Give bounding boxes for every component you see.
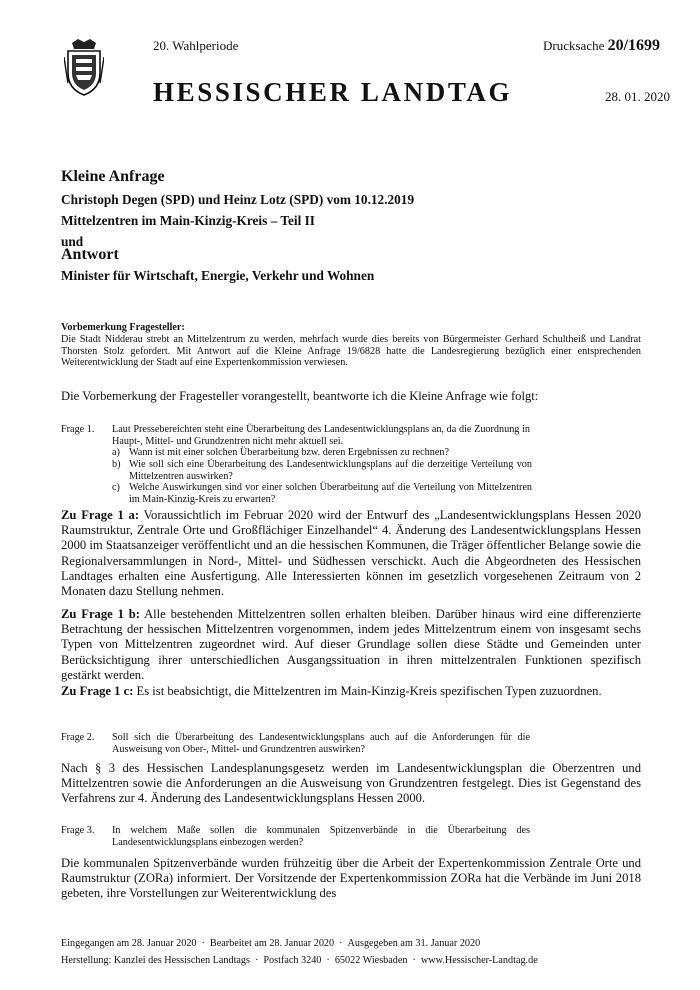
landtag-title: HESSISCHER LANDTAG <box>153 77 513 107</box>
antwort1c-text: Es ist beabsichtigt, die Mittelzentren im Main-Kinzig-Kreis spezifischen Typen zuzuordnen. <box>133 684 602 698</box>
wahlperiode: 20. Wahlperiode <box>153 38 239 53</box>
frage1-sub-a-letter: a) <box>112 447 120 458</box>
footer-herstellung: Herstellung: Kanzlei des Hessischen Landtags <box>61 955 250 966</box>
frage2-label: Frage 2. <box>61 732 95 743</box>
frage1-sub-c <box>112 482 532 506</box>
frage1-sub-b-letter: b) <box>112 459 121 470</box>
footer-separator: · <box>254 955 259 966</box>
frage1-sub-b <box>112 459 532 483</box>
footer-publisher <box>61 955 538 966</box>
footer-ort: 65022 Wiesbaden <box>334 955 408 966</box>
drucksache-label: Drucksache <box>543 38 605 53</box>
antwort1a-label: Zu Frage 1 a: <box>61 508 140 522</box>
antwort1b-label: Zu Frage 1 b: <box>61 607 140 621</box>
frage1-sub-a <box>112 447 532 459</box>
authors-line: Christoph Degen (SPD) und Heinz Lotz (SPD) vom 10.12.2019 <box>61 192 415 207</box>
und-label: und <box>61 234 84 249</box>
vorbemerkung-text: Die Stadt Nidderau strebt an Mittelzentrum zu werden, mehrfach wurde dies bereits von Bürgermeister Gerhard Schultheiß und Landrat Thorsten Stolz gefordert. Mit Antwort auf die Kleine Anfrage 19/6828 hatte die Landesregierung bezüglich einer entsprechenden Weiterentwicklung der Stadt auf eine Expertenkommission verwiesen. <box>61 334 641 369</box>
footer-postfach: Postfach 3240 <box>263 955 322 966</box>
antwort1c-label: Zu Frage 1 c: <box>61 684 134 698</box>
antwort1b-text: Alle bestehenden Mittelzentren sollen erhalten bleiben. Darüber hinaus wird eine differenzierte Betrachtung der hessischen Mittelzentren vorgenommen, indem jedes Mittelzentrum einem von insgesamt sechs Typen von Mittelzentren zugeordnet wird. Auf dieser Grundlage sollen diese Städte und Gemeinden unter Berücksichtigung ihrer unterschiedlichen Ausgangssituation in ihren mittelzentralen Funktionen spezifisch gestärkt werden. <box>61 607 641 682</box>
footer-separator: · <box>412 955 416 966</box>
document-date: 28. 01. 2020 <box>605 89 670 104</box>
minister-line: Minister für Wirtschaft, Energie, Verkehr und Wohnen <box>61 268 375 283</box>
footer-separator: · <box>326 955 330 966</box>
frage1-sub-c-letter: c) <box>112 482 120 493</box>
footer-eingegangen: Eingegangen am 28. Januar 2020 <box>61 938 197 949</box>
frage1-sub-c-text: Welche Auswirkungen sind vor einer solchen Überarbeitung auf die Verteilung von Mittelzentren im Main-Kinzig-Kreis zu erwarten? <box>129 482 532 505</box>
antwort1b-paragraph <box>61 607 641 683</box>
footer-separator: · <box>339 938 343 949</box>
vorbemerkung-heading: Vorbemerkung Fragesteller: <box>61 322 185 333</box>
footer-website-link[interactable]: www.Hessischer-Landtag.de <box>420 955 538 966</box>
hessen-coat-of-arms-icon <box>64 37 104 97</box>
antwort2-paragraph: Nach § 3 des Hessischen Landesplanungsgesetz werden im Landesentwicklungsplan die Oberzentren und Mittelzentren sowie die Anforderungen an die Ausweisung von Grundzentren festgelegt. Dies ist Gegenstand des Verfahrens zur 4. Änderung des Landesentwicklungsplans Hessen 2000. <box>61 761 641 806</box>
frage1-sub-b-text: Wie soll sich eine Überarbeitung des Landesentwicklungsplans auf die derzeitige Verteilung von Mittelzentren auswirken? <box>129 459 532 482</box>
frage1-text: Laut Pressebereichten steht eine Überarbeitung des Landesentwicklungsplans an, da die Zuordnung in Haupt-, Mittel- und Grundzentren nicht mehr aktuell sei. <box>112 424 530 447</box>
footer-ausgegeben: Ausgegeben am 31. Januar 2020 <box>347 938 481 949</box>
intro-paragraph: Die Vorbemerkung der Fragesteller vorangestellt, beantworte ich die Kleine Anfrage wie folgt: <box>61 389 539 403</box>
kleine-anfrage-heading: Kleine Anfrage <box>61 168 165 185</box>
footer-separator: · <box>201 938 205 949</box>
drucksache-number: 20/1699 <box>607 37 661 54</box>
frage3-text: In welchem Maße sollen die kommunalen Spitzenverbände in die Überarbeitung des Landesentwicklungsplans einbezogen werden? <box>112 825 530 848</box>
frage3-label: Frage 3. <box>61 825 95 836</box>
antwort3-paragraph: Die kommunalen Spitzenverbände wurden frühzeitig über die Arbeit der Expertenkommission Zentrale Orte und Raumstruktur (ZORa) informiert. Der Vorsitzende der Expertenkommission ZORa hat die Verbände im Juni 2018 gebeten, ihre Vorstellungen zur Weiterentwicklung des <box>61 856 641 901</box>
antwort-heading: Antwort <box>61 246 119 263</box>
footer-dates <box>61 938 480 949</box>
drucksache <box>543 37 660 55</box>
antwort1a-paragraph <box>61 508 641 599</box>
footer-bearbeitet: Bearbeitet am 28. Januar 2020 <box>209 938 335 949</box>
antwort1a-text: Voraussichtlich im Februar 2020 wird der Entwurf des „Landesentwicklungsplans Hessen 2020 Raumstruktur, Zentrale Orte und Großflächiger Einzelhandel“ 4. Änderung des Landesentwicklungsplans Hessen 2000 im Staatsanzeiger veröffentlicht und an die hessischen Kommunen, die Träger öffentlicher Belange sowie die Regionalversammlungen in Nord-, Mittel- und Südhessen verschickt. Auch die Abgeordneten des Hessischen Landtages erhalten eine Ausfertigung. Alle Interessierten können im gesetzlich vorgesehenen Zeitraum von 2 Monaten dazu Stellung nehmen. <box>61 508 642 599</box>
frage1-sub-a-text: Wann ist mit einer solchen Überarbeitung bzw. deren Ergebnissen zu rechnen? <box>129 447 449 458</box>
antwort1c-paragraph <box>61 684 641 699</box>
subject-title: Mittelzentren im Main-Kinzig-Kreis – Teil II <box>61 213 315 228</box>
frage1-label: Frage 1. <box>61 424 95 435</box>
frage2-text: Soll sich die Überarbeitung des Landesentwicklungsplans auch auf die Anforderungen für die Ausweisung von Ober-, Mittel- und Grundzentren auswirken? <box>112 732 530 755</box>
